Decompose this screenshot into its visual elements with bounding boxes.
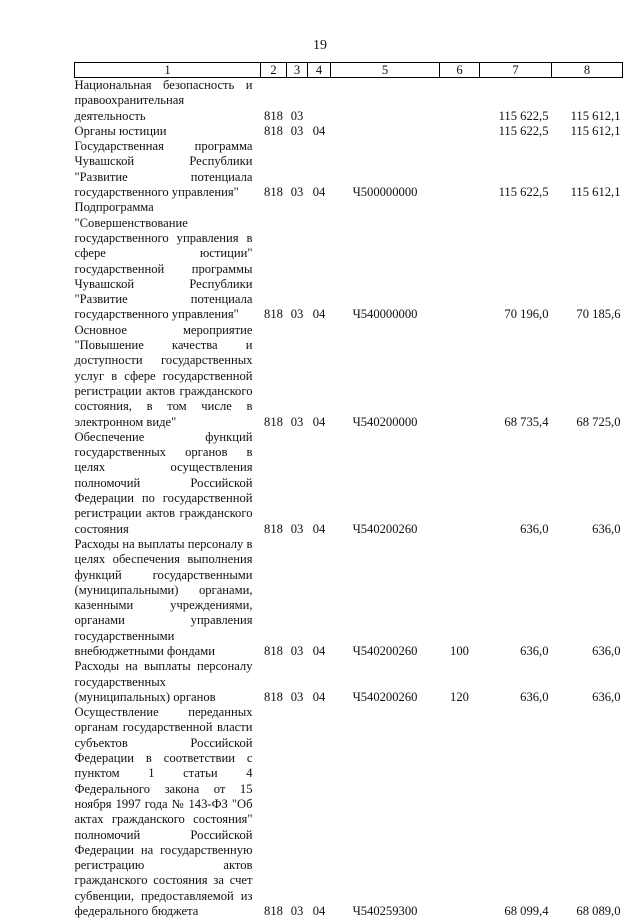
header-cell: 2 xyxy=(261,63,287,78)
table-row xyxy=(75,659,623,705)
expense-type-code xyxy=(440,430,480,537)
ministry-code: 818 xyxy=(264,643,283,658)
amount-col-7: 115 622,5 xyxy=(498,123,549,138)
subsection-code: 04 xyxy=(312,185,326,200)
section-code: 03 xyxy=(290,643,304,658)
budget-table xyxy=(74,62,623,919)
ministry-code: 818 xyxy=(264,123,283,138)
target-article-code xyxy=(331,78,440,124)
amount-col-7: 68 099,4 xyxy=(504,904,549,919)
row-name: Обеспечение функций государственных органов в целях осуществления полномочий Российской Федерации по государственной регистрации актов гражданского состояния xyxy=(74,429,253,536)
target-article-code xyxy=(331,124,440,139)
header-cell: 1 xyxy=(75,63,261,78)
subsection-code: 04 xyxy=(312,123,326,138)
row-name: Расходы на выплаты персоналу государственных (муниципальных) органов xyxy=(74,659,253,704)
target-article-code: Ч500000000 xyxy=(352,185,418,200)
ministry-code: 818 xyxy=(264,307,283,322)
expense-type-code: 100 xyxy=(450,643,469,658)
expense-type-code xyxy=(440,323,480,430)
subsection-code: 04 xyxy=(312,307,326,322)
target-article-code: Ч540200260 xyxy=(352,643,418,658)
table-row xyxy=(75,537,623,659)
amount-col-8: 636,0 xyxy=(592,689,621,704)
section-code: 03 xyxy=(290,108,304,123)
target-article-code: Ч540200000 xyxy=(352,414,418,429)
section-code: 03 xyxy=(290,307,304,322)
subsection-code: 04 xyxy=(312,689,326,704)
ministry-code: 818 xyxy=(264,689,283,704)
row-name: Национальная безопасность и правоохранительная деятельность xyxy=(74,78,253,123)
amount-col-8: 636,0 xyxy=(592,643,621,658)
expense-type-code xyxy=(440,124,480,139)
subsection-code: 04 xyxy=(312,643,326,658)
ministry-code: 818 xyxy=(264,521,283,536)
section-code: 03 xyxy=(290,521,304,536)
table-row xyxy=(75,200,623,322)
subsection-code xyxy=(308,78,331,124)
page-number: 19 xyxy=(313,38,327,53)
subsection-code: 04 xyxy=(312,904,326,919)
expense-type-code: 120 xyxy=(450,689,469,704)
amount-col-7: 115 622,5 xyxy=(498,185,549,200)
ministry-code: 818 xyxy=(264,414,283,429)
table-row xyxy=(75,124,623,139)
table-row xyxy=(75,78,623,124)
amount-col-8: 68 725,0 xyxy=(576,414,621,429)
amount-col-8: 636,0 xyxy=(592,521,621,536)
amount-col-8: 115 612,1 xyxy=(570,123,621,138)
row-name: Государственная программа Чувашской Республики "Развитие потенциала государственного управления" xyxy=(74,139,253,200)
section-code: 03 xyxy=(290,904,304,919)
row-name: Подпрограмма "Совершенствование государственного управления в сфере юстиции" государственной программы Чувашской Республики "Развитие потенциала государственного управления" xyxy=(74,200,253,322)
table-row xyxy=(75,705,623,919)
header-cell: 6 xyxy=(440,63,480,78)
amount-col-8: 68 089,0 xyxy=(576,904,621,919)
row-name: Расходы на выплаты персоналу в целях обеспечения выполнения функций государственными (муниципальными) органами, казенными учреждениями, органами управления государственными внебюджетными фондами xyxy=(74,536,253,658)
row-name: Основное мероприятие "Повышение качества и доступности государственных услуг в сфере государственной регистрации актов гражданского состояния, в том числе в электронном виде" xyxy=(74,322,253,429)
subsection-code: 04 xyxy=(312,414,326,429)
target-article-code: Ч540000000 xyxy=(352,307,418,322)
table-row xyxy=(75,430,623,537)
section-code: 03 xyxy=(290,414,304,429)
target-article-code: Ч540200260 xyxy=(352,521,418,536)
header-row xyxy=(75,63,623,78)
amount-col-7: 68 735,4 xyxy=(504,414,549,429)
amount-col-7: 636,0 xyxy=(520,643,549,658)
table-row xyxy=(75,323,623,430)
target-article-code: Ч540259300 xyxy=(352,904,418,919)
ministry-code: 818 xyxy=(264,108,283,123)
amount-col-7: 636,0 xyxy=(520,689,549,704)
subsection-code: 04 xyxy=(312,521,326,536)
amount-col-7: 636,0 xyxy=(520,521,549,536)
ministry-code: 818 xyxy=(264,904,283,919)
amount-col-7: 70 196,0 xyxy=(504,307,549,322)
target-article-code: Ч540200260 xyxy=(352,689,418,704)
amount-col-8: 115 612,1 xyxy=(570,108,621,123)
expense-type-code xyxy=(440,139,480,200)
header-cell: 7 xyxy=(480,63,552,78)
row-name: Осуществление переданных органам государственной власти субъектов Российской Федерации в соответствии с пунктом 1 статьи 4 Федерального закона от 15 ноября 1997 года № 143-ФЗ "Об актах гражданского состояния" полномочий Российской Федерации на государственную регистрацию актов гражданского состояния за счет субвенции, предоставляемой из федерального бюджета xyxy=(74,705,253,919)
expense-type-code xyxy=(440,200,480,322)
section-code: 03 xyxy=(290,123,304,138)
amount-col-8: 115 612,1 xyxy=(570,185,621,200)
table-row xyxy=(75,139,623,200)
expense-type-code xyxy=(440,78,480,124)
row-name: Органы юстиции xyxy=(74,123,167,138)
header-cell: 3 xyxy=(287,63,308,78)
header-cell: 8 xyxy=(552,63,623,78)
expense-type-code xyxy=(440,705,480,919)
ministry-code: 818 xyxy=(264,185,283,200)
amount-col-7: 115 622,5 xyxy=(498,108,549,123)
header-cell: 4 xyxy=(308,63,331,78)
amount-col-8: 70 185,6 xyxy=(576,307,621,322)
header-cell: 5 xyxy=(331,63,440,78)
section-code: 03 xyxy=(290,185,304,200)
section-code: 03 xyxy=(290,689,304,704)
